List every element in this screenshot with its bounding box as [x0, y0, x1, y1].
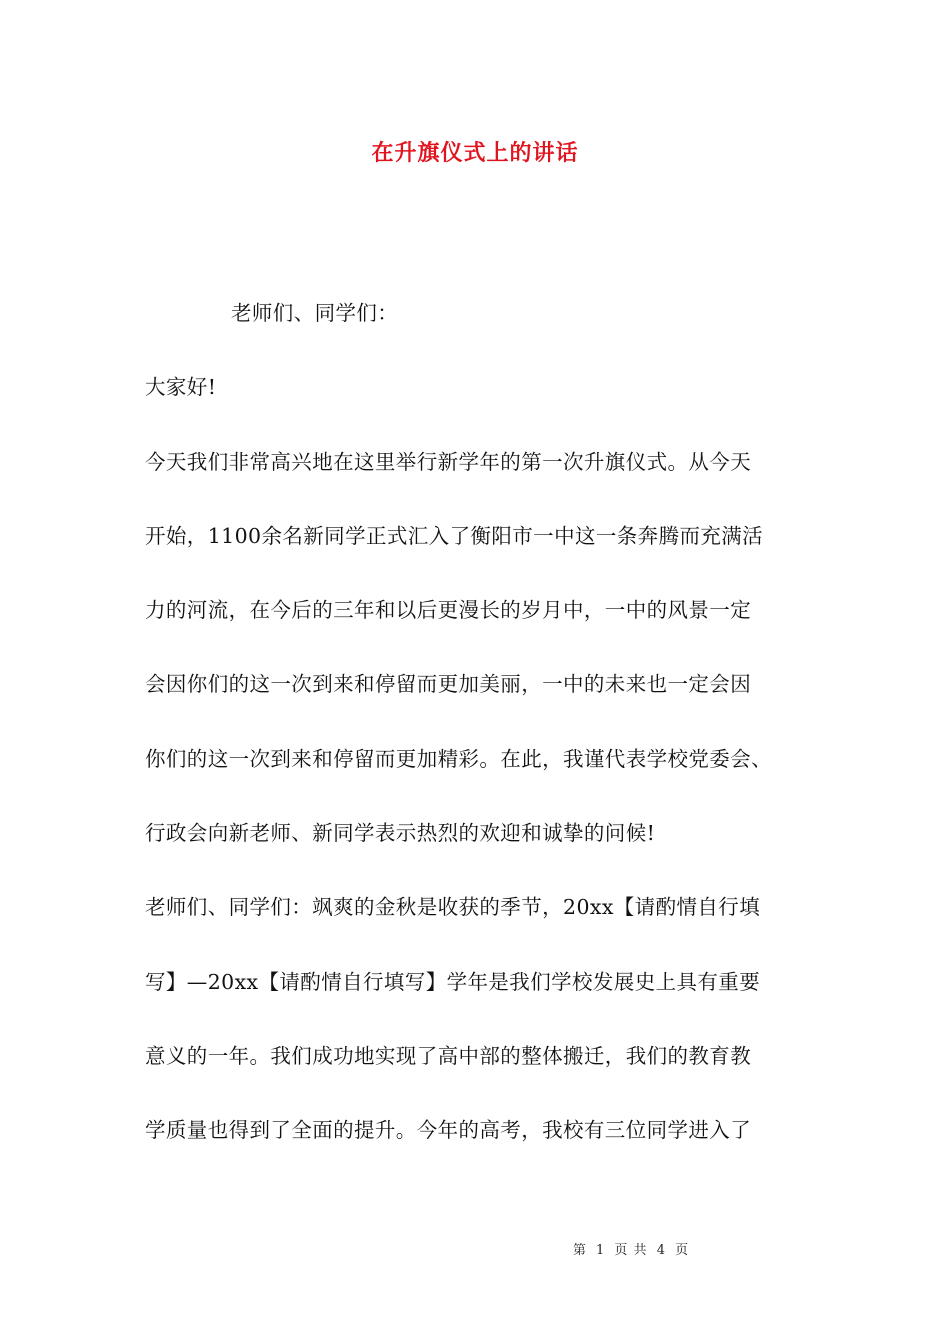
body-line: 学质量也得到了全面的提升。今年的高考，我校有三位同学进入了 — [145, 1118, 752, 1143]
footer-suffix: 页 — [675, 1243, 690, 1258]
body-line: 力的河流，在今后的三年和以后更漫长的岁月中，一中的风景一定 — [145, 598, 752, 623]
document-body — [145, 276, 825, 1168]
document-title: 在升旗仪式上的讲话 — [371, 141, 579, 166]
footer-prefix: 第 — [572, 1243, 587, 1258]
greeting-line: 大家好! — [145, 375, 217, 400]
body-line: 行政会向新老师、新同学表示热烈的欢迎和诚挚的问候! — [145, 821, 656, 846]
body-line: 今天我们非常高兴地在这里举行新学年的第一次升旗仪式。从今天 — [145, 449, 752, 474]
footer-current-page: 1 — [596, 1243, 606, 1258]
salutation-line: 老师们、同学们： — [231, 301, 399, 325]
footer-total-pages: 4 — [656, 1243, 666, 1258]
page-footer — [0, 1239, 950, 1258]
body-line: 写】—20xx【请酌情自行填写】学年是我们学校发展史上具有重要 — [145, 969, 761, 994]
body-line: 意义的一年。我们成功地实现了高中部的整体搬迁，我们的教育教 — [145, 1043, 752, 1068]
footer-middle: 页 共 — [614, 1243, 648, 1258]
body-line: 你们的这一次到来和停留而更加精彩。在此，我谨代表学校党委会、 — [145, 746, 772, 771]
body-line: 开始，1100余名新同学正式汇入了衡阳市一中这一条奔腾而充满活 — [145, 523, 764, 548]
body-line: 老师们、同学们：飒爽的金秋是收获的季节，20xx【请酌情自行填 — [145, 895, 761, 920]
body-line: 会因你们的这一次到来和停留而更加美丽，一中的未来也一定会因 — [145, 672, 752, 697]
